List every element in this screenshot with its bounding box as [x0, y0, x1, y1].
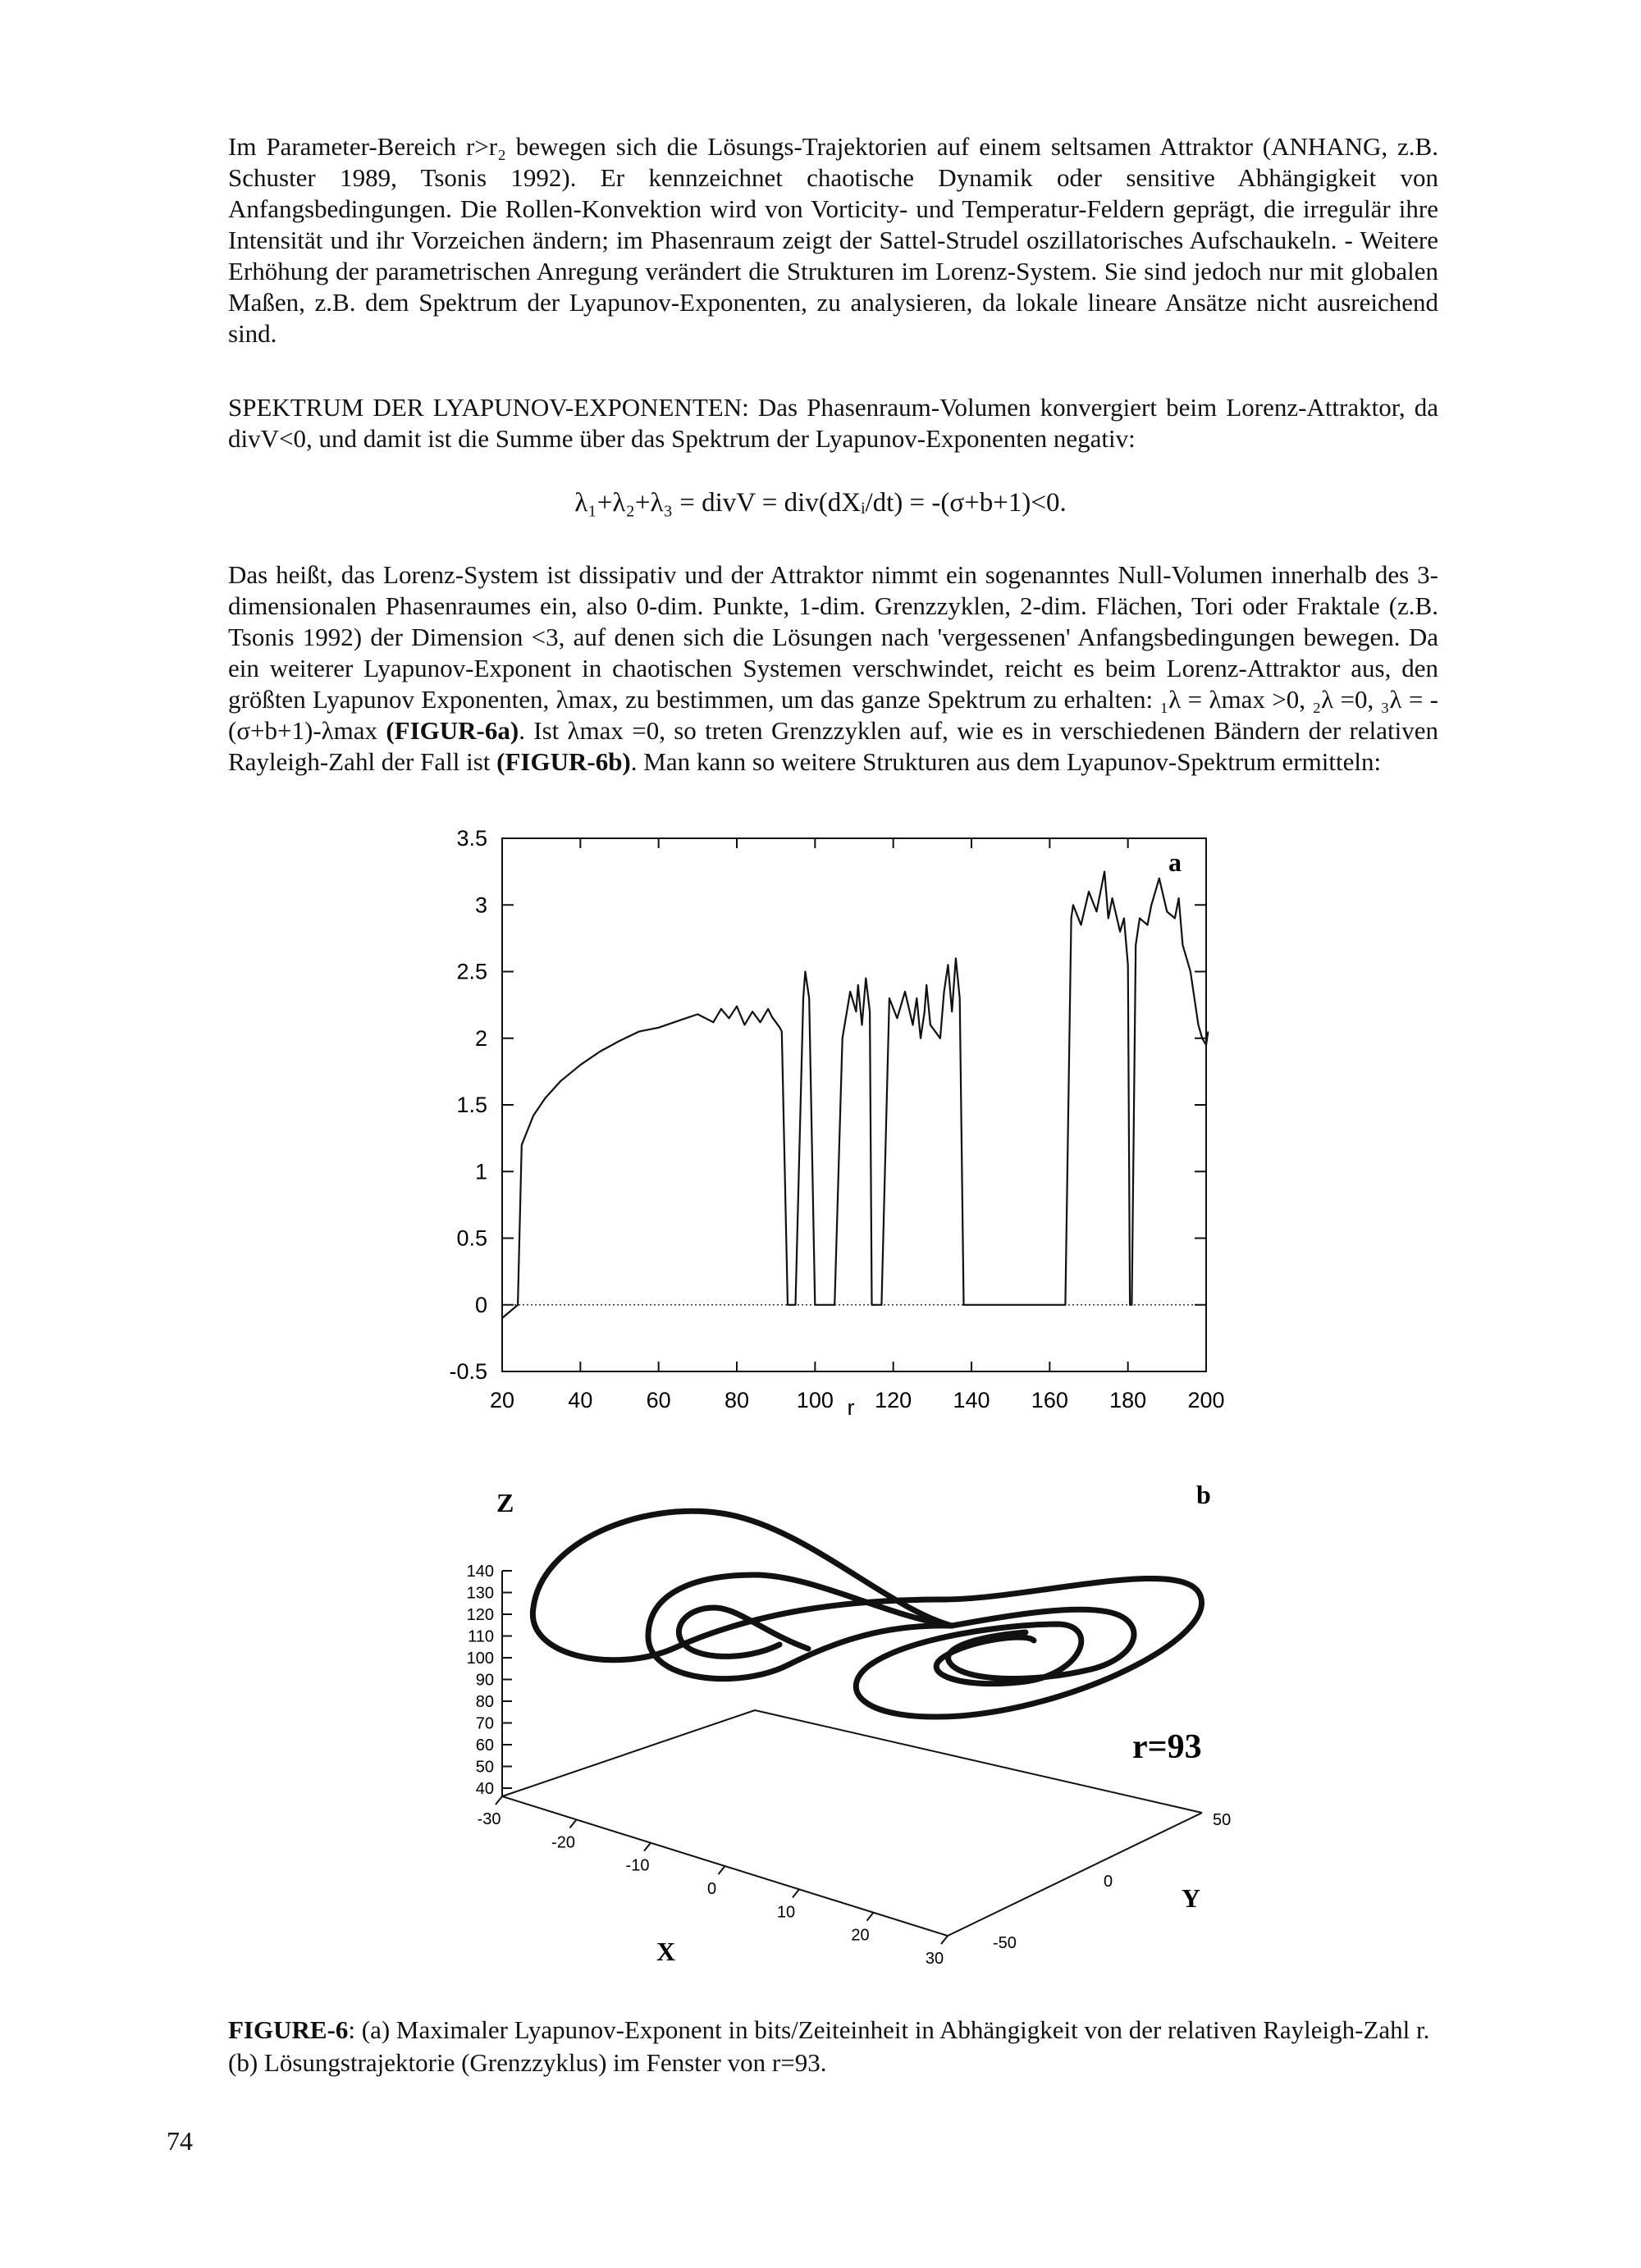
y-tick-label: 0.5 [456, 1225, 487, 1251]
x-tick-label-b: -20 [551, 1833, 575, 1852]
z-tick-label: 40 [475, 1780, 494, 1798]
x-tick-label: 180 [1109, 1388, 1147, 1412]
y-tick-label: 2.5 [456, 959, 487, 984]
x-tick-b [793, 1889, 799, 1897]
x-tick-label: 40 [568, 1388, 593, 1412]
x-tick-b [644, 1843, 651, 1851]
equation-lyapunov-sum: λ₁+λ₂+λ₃ = divV = div(dXᵢ/dt) = -(σ+b+1)<0. [574, 488, 1067, 518]
x-tick-label: 20 [489, 1388, 515, 1412]
x-axis-label: r [847, 1395, 855, 1420]
y-tick-label-b: -50 [993, 1934, 1017, 1952]
x-tick-label-b: 30 [925, 1950, 944, 1968]
x-tick-label-b: 10 [776, 1903, 796, 1922]
x-tick-label-b: -10 [625, 1856, 650, 1875]
limit-cycle-trajectory [533, 1511, 1201, 1717]
z-tick-label: 120 [466, 1606, 494, 1624]
trajectory-outer-loop [533, 1511, 1201, 1717]
z-tick-label: 60 [475, 1736, 494, 1755]
x-tick-label-b: 20 [851, 1926, 870, 1945]
axes-3d [502, 1571, 1202, 1936]
x-tick-b [867, 1913, 874, 1921]
panel-label-a: a [1168, 847, 1182, 877]
y-tick-label: 3.5 [456, 826, 487, 851]
x-tick-label: 100 [796, 1388, 834, 1412]
paragraph-3-text-c: . Man kann so weitere Strukturen aus dem Lyapunov-Spektrum ermitteln: [630, 747, 1382, 776]
z-tick-label: 50 [475, 1758, 494, 1777]
page-number: 74 [167, 2126, 193, 2156]
y-tick-label: 0 [474, 1292, 487, 1317]
y-tick-label: 1.5 [456, 1093, 487, 1117]
figure-6a-reference: (FIGUR-6a) [386, 716, 519, 745]
x-tick-label: 120 [875, 1388, 912, 1412]
x-tick-label: 80 [724, 1388, 750, 1412]
z-tick-label: 100 [466, 1650, 494, 1668]
z-tick-label: 70 [475, 1714, 494, 1733]
figure-6b-reference: (FIGUR-6b) [496, 747, 631, 776]
y-tick-label: -0.5 [449, 1359, 487, 1384]
y-tick-label: 2 [474, 1025, 487, 1051]
x-tick-b [719, 1866, 725, 1874]
x-tick-label: 140 [953, 1388, 990, 1412]
caption-label: FIGURE-6 [228, 2015, 349, 2044]
x-tick-label: 200 [1187, 1388, 1225, 1412]
paragraph-2-text: Das Phasenraum-Volumen konvergiert beim Lorenz-Attraktor, da divV<0, und damit ist die Summe über das Spektrum der Lyapunov-Exponenten negativ: [228, 393, 1439, 453]
y-axis-label-b: Y [1182, 1883, 1201, 1913]
z-tick-label: 110 [468, 1627, 494, 1646]
floor-left-line [502, 1710, 755, 1796]
x-axis-label-b: X [656, 1937, 676, 1966]
x-ticks [478, 1796, 948, 1968]
y-tick-label: 1 [474, 1159, 487, 1184]
z-tick-label: 130 [466, 1584, 494, 1603]
z-axis-label: Z [496, 1488, 514, 1517]
x-tick-b [570, 1819, 577, 1828]
y-tick-label-b: 50 [1213, 1811, 1232, 1829]
paragraph-3-text-b: . Ist λmax =0, so treten Grenzzyklen auf, wie es in verschiedenen Bändern der relativen Rayleigh-Zahl der Fall ist [228, 716, 1438, 776]
section-heading: SPEKTRUM DER LYAPUNOV-EXPONENTEN: [228, 393, 749, 422]
caption-text: : (a) Maximaler Lyapunov-Exponent in bits/Zeiteinheit in Abhängigkeit von der relativen Rayleigh-Zahl r. (b) Lösungstrajektorie (Grenzzyklus) im Fenster von r=93. [228, 2015, 1430, 2077]
z-tick-label: 90 [475, 1671, 494, 1690]
x-tick-b [941, 1936, 948, 1944]
r-value-label: r=93 [1132, 1728, 1202, 1766]
x-tick-label-b: -30 [477, 1810, 501, 1828]
z-ticks [467, 1563, 512, 1798]
z-tick-label: 140 [466, 1563, 494, 1581]
figure-caption [228, 2014, 1451, 2079]
y-ticks [993, 1811, 1231, 1952]
y-tick-label: 3 [474, 892, 487, 918]
z-tick-label: 80 [475, 1693, 494, 1711]
panel-label-b: b [1196, 1480, 1211, 1509]
y-axis-line [948, 1813, 1202, 1936]
x-tick-b [496, 1796, 502, 1805]
trajectory-left-lobe-1 [648, 1575, 952, 1679]
x-tick-label-b: 0 [706, 1880, 717, 1898]
x-tick-label: 60 [646, 1388, 671, 1412]
y-tick-label-b: 0 [1104, 1873, 1113, 1891]
paragraph-3-text-a: Das heißt, das Lorenz-System ist dissipativ und der Attraktor nimmt ein sogenanntes Null-Volumen innerhalb des 3-dimensionalen Phasenraumes ein, also 0-dim. Punkte, 1-dim. Grenzzyklen, 2-dim. Flächen, Tori oder Fraktale (z.B. Tsonis 1992) der Dimension <3, auf denen sich die Lösungen nach 'vergessenen' Anfangsbedingungen bewegen. Da ein weiterer Lyapunov-Exponent in chaotischen Systemen verschwindet, reicht es beim Lorenz-Attraktor aus, den größten Lyapunov Exponenten, λmax, zu bestimmen, um das ganze Spektrum zu erhalten: ₁λ = λmax >0, ₂λ =0, ₃λ = -(σ+b+1)-λmax [228, 560, 1438, 745]
x-tick-label: 160 [1031, 1388, 1068, 1412]
paragraph-1-text: Im Parameter-Bereich r>r₂ bewegen sich die Lösungs-Trajektorien auf einem seltsamen Attraktor (ANHANG, z.B. Schuster 1989, Tsonis 1992). Er kennzeichnet chaotische Dynamik oder sensitive Abhängigkeit von Anfangsbedingungen. Die Rollen-Konvektion wird von Vorticity- und Temperatur-Feldern geprägt, die irregulär ihre Intensität und ihr Vorzeichen ändern; im Phasenraum zeigt der Sattel-Strudel oszillatorisches Aufschaukeln. - Weitere Erhöhung der parametrischen Anregung verändert die Strukturen im Lorenz-System. Sie sind jedoch nur mit globalen Maßen, z.B. dem Spektrum der Lyapunov-Exponenten, zu analysieren, da lokale lineare Ansätze nicht ausreichend sind. [228, 132, 1438, 348]
